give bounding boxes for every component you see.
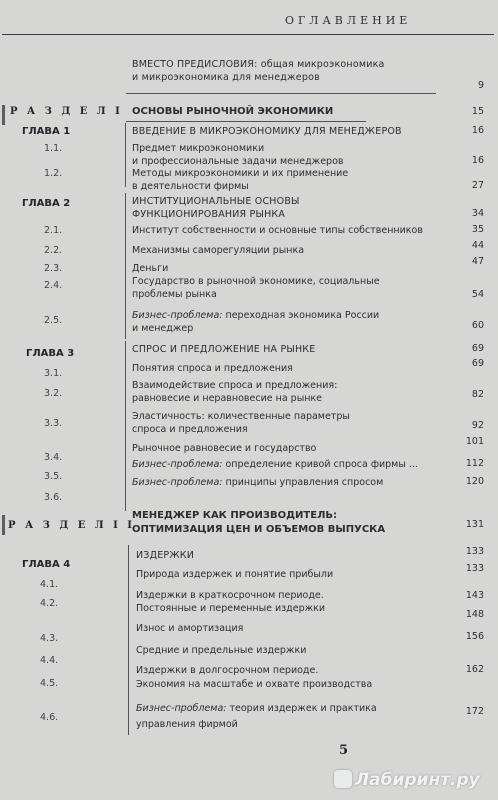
item-3-3-line-1: Эластичность: количественные параметры	[132, 411, 350, 422]
item-2-5-text: переходная экономика России	[222, 310, 380, 321]
item-4-4-line-1: Издержки в долгосрочном периоде.	[136, 665, 319, 676]
chapter-3-title: СПРОС И ПРЕДЛОЖЕНИЕ НА РЫНКЕ	[132, 344, 316, 355]
section-1-tab	[2, 105, 5, 125]
item-wear-page: 148	[465, 609, 484, 620]
item-2-4-line-2: проблемы рынка	[132, 289, 217, 300]
chapter-3-bracket	[125, 341, 126, 511]
chapter-1-label: ГЛАВА 1	[22, 126, 71, 137]
item-1-1-page: 16	[471, 155, 484, 166]
item-2-2-page: 44	[471, 240, 484, 251]
business-problem-label: Бизнес-проблема:	[136, 703, 227, 714]
section-2-tab	[2, 515, 5, 535]
preface-underline	[126, 93, 436, 94]
preface-line-1: ВМЕСТО ПРЕДИСЛОВИЯ: общая микроэкономика	[132, 59, 385, 70]
section-1-underline	[126, 121, 366, 122]
business-problem-label: Бизнес-проблема:	[132, 310, 223, 321]
item-2-1-num: 2.1.	[44, 225, 63, 236]
chapter-2-title-line-1: ИНСТИТУЦИОНАЛЬНЫЕ ОСНОВЫ	[132, 196, 300, 207]
item-3-2-page: 82	[471, 389, 484, 400]
item-4-5-page: 162	[465, 664, 484, 675]
item-3-2-line-1: Взаимодействие спроса и предложения:	[132, 380, 338, 391]
section-1-page: 15	[471, 106, 484, 117]
header-rule	[2, 34, 494, 35]
item-1-2-line-2: в деятельности фирмы	[132, 181, 249, 192]
item-4-2-line-2: Постоянные и переменные издержки	[136, 603, 326, 614]
item-2-4-num: 2.4.	[44, 280, 63, 291]
section-1-title: ОСНОВЫ РЫНОЧНОЙ ЭКОНОМИКИ	[132, 106, 334, 117]
chapter-3-label: ГЛАВА 3	[26, 348, 75, 359]
item-3-4-line-1: Рыночное равновесие и государство	[132, 443, 317, 454]
item-3-1-page: 69	[471, 358, 484, 369]
item-3-1-line-1: Понятия спроса и предложения	[132, 363, 293, 374]
business-problem-label: Бизнес-проблема:	[132, 477, 223, 488]
item-2-1-line-1: Институт собственности и основные типы собственников	[132, 225, 423, 236]
item-4-5-line-1: Экономия на масштабе и охвате производства	[136, 679, 373, 690]
item-3-2-num: 3.2.	[44, 388, 63, 399]
page-header-title: ОГЛАВЛЕНИЕ	[285, 14, 412, 27]
item-4-3-num: 4.3.	[40, 633, 59, 644]
section-2-title-line-2: ОПТИМИЗАЦИЯ ЦЕН И ОБЪЕМОВ ВЫПУСКА	[132, 524, 386, 535]
preface-page: 9	[477, 80, 484, 91]
item-2-4-page: 54	[471, 289, 484, 300]
page-number: 5	[339, 743, 349, 758]
item-1-1-num: 1.1.	[44, 143, 63, 154]
section-1-label: Р А З Д Е Л I	[10, 106, 123, 117]
item-3-5-num: 3.5.	[44, 471, 63, 482]
chapter-2-bracket	[125, 193, 126, 339]
item-3-6-num: 3.6.	[44, 492, 63, 503]
item-4-1-page: 133	[465, 563, 484, 574]
item-2-2-line-1: Механизмы саморегуляции рынка	[132, 245, 305, 256]
chapter-1-page: 16	[471, 125, 484, 136]
business-problem-label: Бизнес-проблема:	[132, 459, 223, 470]
section-2-title-line-1: МЕНЕДЖЕР КАК ПРОИЗВОДИТЕЛЬ:	[132, 510, 337, 521]
item-3-1-num: 3.1.	[44, 368, 63, 379]
item-1-2-num: 1.2.	[44, 168, 63, 179]
item-1-1-line-1: Предмет микроэкономики	[132, 143, 265, 154]
chapter-3-page: 69	[471, 343, 484, 354]
chapter-2-title-line-2: ФУНКЦИОНИРОВАНИЯ РЫНКА	[132, 209, 286, 220]
chapter-2-label: ГЛАВА 2	[22, 198, 71, 209]
item-2-5-line-1	[132, 309, 379, 323]
chapter-1-bracket	[125, 123, 126, 187]
item-4-2-page: 143	[465, 590, 484, 601]
preface-line-2: и микроэкономика для менеджеров	[132, 72, 320, 83]
chapter-4-bracket	[128, 545, 129, 735]
item-4-1-line-1: Природа издержек и понятие прибыли	[136, 569, 334, 580]
watermark: Лабиринт.ру	[355, 770, 480, 790]
item-4-4-num: 4.4.	[40, 655, 59, 666]
item-3-5-line-1	[132, 458, 418, 472]
item-2-5-page: 60	[471, 320, 484, 331]
item-3-5-page: 112	[465, 458, 484, 469]
item-2-5-num: 2.5.	[44, 315, 63, 326]
item-4-3-line-1: Средние и предельные издержки	[136, 645, 307, 656]
item-3-2-line-2: равновесие и неравновесие на рынке	[132, 393, 322, 404]
item-4-6-text: теория издержек и практика	[226, 703, 377, 714]
item-2-3-page: 47	[471, 256, 484, 267]
item-2-3-num: 2.3.	[44, 263, 63, 274]
chapter-4-label: ГЛАВА 4	[22, 559, 71, 570]
section-2-label: Р А З Д Е Л I I	[8, 520, 135, 531]
item-1-2-line-1: Методы микроэкономики и их применение	[132, 168, 349, 179]
item-3-6-text: принципы управления спросом	[222, 477, 384, 488]
item-4-5-num: 4.5.	[40, 678, 59, 689]
item-3-5-text: определение кривой спроса фирмы ...	[222, 459, 418, 470]
item-2-5-line-2: и менеджер	[132, 323, 194, 334]
chapter-4-page: 133	[465, 546, 484, 557]
item-4-2-num: 4.2.	[40, 598, 59, 609]
item-1-2-page: 27	[471, 180, 484, 191]
section-2-page: 131	[465, 519, 484, 530]
item-4-1-num: 4.1.	[40, 579, 59, 590]
item-4-3-page: 156	[465, 631, 484, 642]
item-3-6-page: 120	[465, 476, 484, 487]
chapter-2-page: 34	[471, 208, 484, 219]
item-1-1-line-2: и профессиональные задачи менеджеров	[132, 156, 344, 167]
item-4-6-line-2: управления фирмой	[136, 719, 238, 730]
item-wear-line-1: Износ и амортизация	[136, 623, 244, 634]
chapter-4-title: ИЗДЕРЖКИ	[136, 550, 195, 561]
labirint-logo-icon	[334, 770, 352, 788]
item-2-1-page: 35	[471, 224, 484, 235]
item-4-6-line-1	[136, 702, 377, 716]
item-2-2-num: 2.2.	[44, 245, 63, 256]
chapter-1-title: ВВЕДЕНИЕ В МИКРОЭКОНОМИКУ ДЛЯ МЕНЕДЖЕРОВ	[132, 126, 402, 137]
item-3-3-num: 3.3.	[44, 418, 63, 429]
item-4-2-line-1: Издержки в краткосрочном периоде.	[136, 590, 324, 601]
item-4-6-page: 172	[465, 706, 484, 717]
item-2-3-line-1: Деньги	[132, 263, 169, 274]
item-3-3-page: 92	[471, 420, 484, 431]
item-3-4-page: 101	[465, 436, 484, 447]
item-3-3-line-2: спроса и предложения	[132, 424, 248, 435]
item-2-4-line-1: Государство в рыночной экономике, социальные	[132, 276, 380, 287]
item-3-4-num: 3.4.	[44, 452, 63, 463]
item-3-6-line-1	[132, 476, 383, 490]
item-4-6-num: 4.6.	[40, 712, 59, 723]
